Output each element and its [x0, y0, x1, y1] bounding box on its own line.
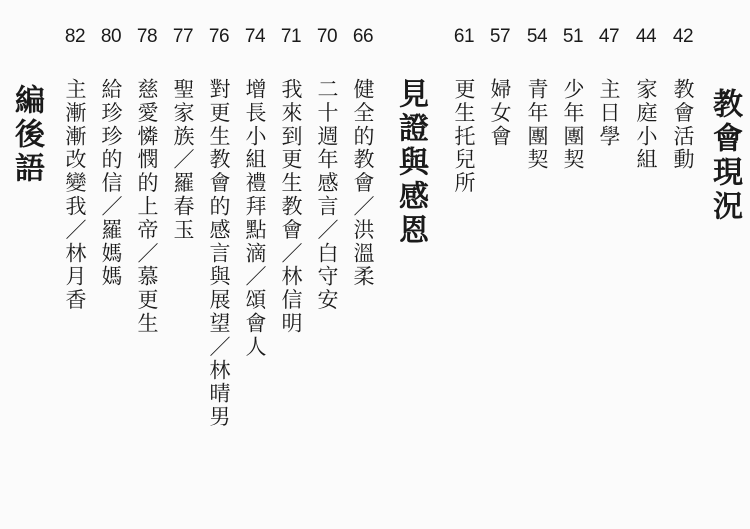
section-heading-church-status: 教會現況 — [707, 88, 742, 224]
toc-entry-title[interactable]: 二十週年感言／白守安 — [315, 78, 339, 312]
page-number: 57 — [489, 26, 511, 47]
page-number: 78 — [136, 26, 158, 47]
page-number: 54 — [526, 26, 548, 47]
page-number: 71 — [280, 26, 302, 47]
page-number: 51 — [562, 26, 584, 47]
page-number: 74 — [244, 26, 266, 47]
toc-entry-title[interactable]: 我來到更生教會／林信明 — [279, 78, 303, 336]
toc-entry-title[interactable]: 聖家族／羅春玉 — [171, 78, 195, 242]
page-number: 77 — [172, 26, 194, 47]
page-number: 44 — [635, 26, 657, 47]
page-number: 47 — [598, 26, 620, 47]
page-number: 80 — [100, 26, 122, 47]
toc-entry-title[interactable]: 給珍珍的信／羅媽媽 — [99, 78, 123, 289]
page-number: 76 — [208, 26, 230, 47]
page-number: 82 — [64, 26, 86, 47]
toc-entry-title[interactable]: 家庭小組 — [634, 78, 658, 172]
toc-entry-title[interactable]: 婦女會 — [488, 78, 512, 149]
toc-entry-title[interactable]: 增長小組禮拜點滴／頌會人 — [243, 78, 267, 359]
toc-entry-title[interactable]: 教會活動 — [671, 78, 695, 172]
page-number: 61 — [453, 26, 475, 47]
toc-entry-title[interactable]: 主日學 — [597, 78, 621, 149]
page-number: 66 — [352, 26, 374, 47]
page-number: 42 — [672, 26, 694, 47]
toc-entry-title[interactable]: 健全的教會／洪溫柔 — [351, 78, 375, 289]
toc-entry-title[interactable]: 更生托兒所 — [452, 78, 476, 195]
page-number: 70 — [316, 26, 338, 47]
section-heading-afterword[interactable]: 編後語 — [9, 84, 44, 186]
toc-entry-title[interactable]: 對更生教會的感言與展望／林晴男 — [207, 78, 231, 429]
toc-entry-title[interactable]: 青年團契 — [525, 78, 549, 172]
section-heading-testimony: 見證與感恩 — [393, 78, 428, 248]
toc-entry-title[interactable]: 慈愛憐憫的上帝／慕更生 — [135, 78, 159, 336]
toc-entry-title[interactable]: 主漸漸改變我／林月香 — [63, 78, 87, 312]
toc-entry-title[interactable]: 少年團契 — [561, 78, 585, 172]
